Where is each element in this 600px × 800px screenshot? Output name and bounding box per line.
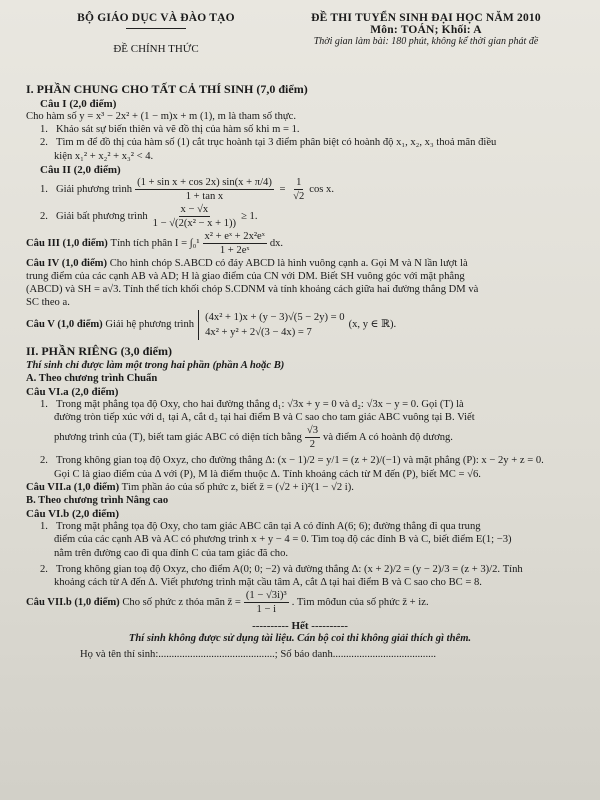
part2-title: II. PHẦN RIÊNG (3,0 điểm) <box>26 343 172 358</box>
q1-part-b-line1: 2. Tìm m để đồ thị của hàm số (1) cắt trục hoành tại 3 điểm phân biệt có hoành độ x₁, x₂, x₃ thoả mãn điều <box>40 137 497 149</box>
q6a-p2-line1: 2. Trong không gian toạ độ Oxyz, cho đường thẳng Δ: (x − 1)/2 = y/1 = (z + 2)/(−1) và mặt phẳng (P): x − 2y + z = 0. <box>40 455 544 467</box>
candidate-info-line: Họ và tên thí sinh:............................................; Số báo danh....................................... <box>80 649 437 661</box>
q7a-title: Câu VII.a (1,0 điểm) <box>26 481 120 493</box>
q4-line3: (ABCD) và SH = a√3. Tính thể tích khối chóp S.CDNM và tính khoảng cách giữa hai đường thẳng DM và <box>26 284 479 296</box>
q7a-line: Câu VII.a (1,0 điểm) Tìm phần ảo của số phức z, biết z̄ = (√2 + i)²(1 − √2 i). <box>26 481 354 493</box>
header-divider <box>126 28 186 29</box>
q4-line1: Câu IV (1,0 điểm) Cho hình chóp S.ABCD có đáy ABCD là hình vuông cạnh a. Gọi M và N lần lượt là <box>26 257 468 269</box>
ministry-name: BỘ GIÁO DỤC VÀ ĐÀO TẠO <box>77 12 235 24</box>
q7b-fraction: $\frac{\text{(1 − √3i)³}}{1 - i}$ <box>245 590 287 616</box>
q1-intro: Cho hàm số y = x³ − 2x² + (1 − m)x + m (1), m là tham số thực. <box>26 111 297 122</box>
part2-note: Thí sinh chỉ được làm một trong hai phần (phần A hoặc B) <box>26 359 285 371</box>
q1-part-a: 1. Khảo sát sự biến thiên và vẽ đồ thị của hàm số khi m = 1. <box>40 124 300 136</box>
q6a-p1-line2: đường tròn tiếp xúc với d₁ tại A, cắt d₂ tại hai điểm B và C sao cho tam giác ABC vuông tại B. Viết <box>54 412 475 424</box>
q4-title: Câu IV (1,0 điểm) <box>26 257 108 269</box>
q2-part-b: 2. Giải bất phương trình $\frac{x - √x}{\text{1 − √(2(x² − x + 1))}}$ ≥ 1. <box>40 203 258 229</box>
q6a-area-fraction: $\frac{√3}{2}$ <box>306 425 319 451</box>
q5-title: Câu V (1,0 điểm) <box>26 319 103 331</box>
q2a-rhs-fraction: $\frac{1}{√2}$ <box>293 176 305 202</box>
q1-title: Câu I (2,0 điểm) <box>40 98 117 110</box>
q2-part-a: 1. Giải phương trình $\frac{\text{(1 + sin x + cos 2x) sin(x + π/4)}}{\text{1 + tan x}}$ = $\frac{1}{√2}$ cos x. <box>40 176 334 202</box>
q4-line2: trung điểm của các cạnh AB và AD; H là giao điểm của CN với DM. Biết SH vuông góc với mặt phẳng <box>26 271 465 283</box>
q6a-title: Câu VI.a (2,0 điểm) <box>26 386 119 399</box>
q3-title: Câu III (1,0 điểm) <box>26 237 108 249</box>
q1-part-b-line2: kiện x₁² + x₂² + x₃² < 4. <box>54 150 154 162</box>
exam-subject: Môn: TOÁN; Khối: A <box>370 24 482 36</box>
q3-row: Câu III (1,0 điểm) Tính tích phân I = ∫₀¹ $\frac{\text{x² + eˣ + 2x²eˣ}}{\text{1 + 2eˣ}}$ dx. <box>26 230 284 256</box>
section-a-title: A. Theo chương trình Chuẩn <box>26 372 158 384</box>
q6b-title: Câu VI.b (2,0 điểm) <box>26 508 120 521</box>
q7b-row: Câu VII.b (1,0 điểm) Cho số phức z thỏa mãn z̄ = $\frac{\text{(1 − √3i)³}}{1 - i}$ . Tìm môđun của số phức z̄ + iz. <box>26 590 429 616</box>
q6b-p1-line3: nằm trên đường cao đi qua đỉnh C của tam giác đã cho. <box>54 547 289 559</box>
header-left <box>56 12 256 55</box>
q3-fraction: $\frac{\text{x² + eˣ + 2x²eˣ}}{\text{1 + 2eˣ}}$ <box>204 230 265 256</box>
q5-system: (4x² + 1)x + (y − 3)√(5 − 2y) = 0 4x² + y² + 2√(3 − 4x) = 7 <box>198 310 344 340</box>
q4-line4: SC theo a. <box>26 297 70 309</box>
q7b-title: Câu VII.b (1,0 điểm) <box>26 597 120 609</box>
exam-time: Thời gian làm bài: 180 phút, không kể thời gian phát đề <box>313 36 539 47</box>
official-label: ĐỀ CHÍNH THỨC <box>113 43 199 55</box>
q6b-p1-line2: điểm của các cạnh AB và AC có phương trình x + y − 4 = 0. Tìm toạ độ các đỉnh B và C, biết điểm E(1; −3) <box>54 534 512 546</box>
footer-note: Thí sinh không được sử dụng tài liệu. Cán bộ coi thi không giải thích gì thêm. <box>128 633 472 645</box>
q5-row: Câu V (1,0 điểm) Giải hệ phương trình (4x² + 1)x + (y − 3)√(5 − 2y) = 0 4x² + y² + 2√(3 − 4x) = 7 (x, y ∈ ℝ). <box>26 311 397 338</box>
q2-title: Câu II (2,0 điểm) <box>40 163 121 176</box>
q6b-p1-line1: 1. Trong mặt phẳng tọa độ Oxy, cho tam giác ABC cân tại A có đỉnh A(6; 6); đường thẳng đi qua trung <box>40 521 481 533</box>
q6b-p2-line1: 2. Trong không gian toạ độ Oxyz, cho điểm A(0; 0; −2) và đường thẳng Δ: (x + 2)/2 = (y − 2)/3 = (z + 3)/2. Tính <box>40 563 523 575</box>
q6a-p1-line3: phương trình của (T), biết tam giác ABC có diện tích bằng $\frac{√3}{2}$ và điểm A có hoành độ dương. <box>54 425 453 451</box>
q6a-p2-line2: Gọi C là giao điểm của Δ với (P), M là điểm thuộc Δ. Tính khoảng cách từ M đến (P), biết MC = √6. <box>54 468 481 480</box>
q2b-fraction: $\frac{x - √x}{\text{1 − √(2(x² − x + 1))}}$ <box>152 203 237 229</box>
q2a-fraction: $\frac{\text{(1 + sin x + cos 2x) sin(x + π/4)}}{\text{1 + tan x}}$ <box>137 176 272 202</box>
end-marker: ---------- Hết ---------- <box>252 620 348 633</box>
header-right <box>266 12 586 47</box>
q6a-p1-line1: 1. Trong mặt phẳng tọa độ Oxy, cho hai đường thẳng d₁: √3x + y = 0 và d₂: √3x − y = 0. Gọi (T) là <box>40 399 464 411</box>
q6b-p2-line2: khoảng cách từ A đến Δ. Viết phương trình mặt cầu tâm A, cắt Δ tại hai điểm B và C sao cho BC = 8. <box>54 577 482 589</box>
exam-title: ĐỀ THI TUYỂN SINH ĐẠI HỌC NĂM 2010 <box>311 12 541 24</box>
exam-header <box>26 10 574 78</box>
section-b-title: B. Theo chương trình Nâng cao <box>26 495 169 507</box>
part1-title: I. PHẦN CHUNG CHO TẤT CẢ THÍ SINH (7,0 điểm) <box>26 82 308 96</box>
